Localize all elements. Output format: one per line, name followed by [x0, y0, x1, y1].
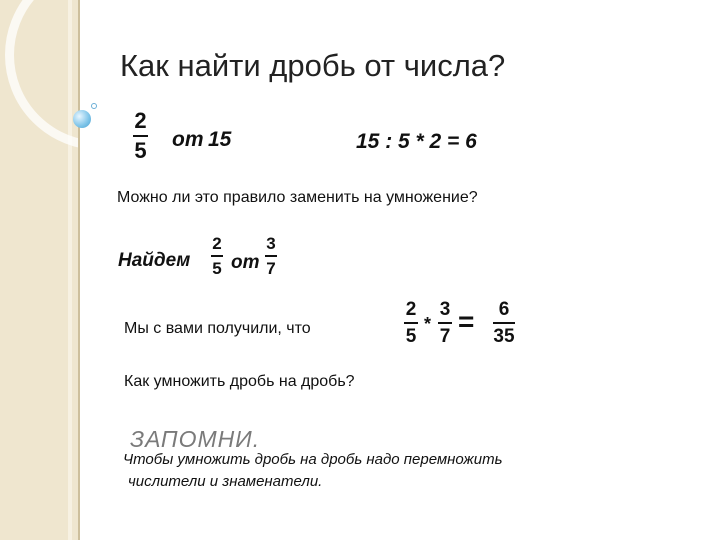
- fraction-denominator: 5: [212, 259, 222, 278]
- calculation: 15 : 5 * 2 = 6: [356, 130, 477, 153]
- fraction-result-a: [404, 300, 418, 346]
- fraction-two-fifths: [133, 110, 148, 162]
- fraction-denominator: 7: [439, 326, 451, 347]
- question-fraction-multiply: Как умножить дробь на дробь?: [124, 373, 355, 390]
- fraction-denominator: 5: [405, 326, 417, 347]
- fraction-numerator: 2: [212, 234, 222, 253]
- fraction-numerator: 2: [405, 299, 417, 320]
- fraction-two-fifths-2: [211, 235, 223, 277]
- sidebar-border: [78, 0, 80, 540]
- fraction-bar: [404, 322, 418, 324]
- rule-line-1: Чтобы умножить дробь на дробь надо перемножить: [123, 451, 503, 468]
- fraction-denominator: 35: [493, 326, 515, 347]
- number-fifteen: 15: [208, 128, 232, 151]
- fraction-bar: [438, 322, 452, 324]
- result-text: Мы с вами получили, что: [124, 320, 311, 337]
- fraction-three-sevenths: [265, 235, 277, 277]
- fraction-bar: [493, 322, 515, 324]
- rule-line-2: числители и знаменатели.: [128, 473, 323, 490]
- word-find: Найдем: [118, 250, 191, 271]
- word-ot-2: от: [231, 252, 260, 273]
- question-multiplication: Можно ли это правило заменить на умножение?: [117, 189, 478, 206]
- slide-title: Как найти дробь от числа?: [120, 48, 506, 83]
- decorative-small-bubble-icon: [91, 103, 97, 109]
- fraction-result-product: [493, 300, 515, 346]
- word-ot: от: [172, 128, 204, 151]
- fraction-numerator: 6: [498, 299, 510, 320]
- fraction-result-b: [438, 300, 452, 346]
- remember-heading: ЗАПОМНИ.: [130, 426, 261, 452]
- fraction-bar: [211, 255, 223, 257]
- fraction-numerator: 2: [134, 108, 147, 133]
- fraction-denominator: 7: [266, 259, 276, 278]
- equals-sign: =: [458, 306, 475, 337]
- fraction-denominator: 5: [134, 138, 147, 163]
- fraction-numerator: 3: [439, 299, 451, 320]
- decorative-bubble-icon: [73, 110, 91, 128]
- fraction-numerator: 3: [266, 234, 276, 253]
- multiply-sign: *: [424, 314, 432, 334]
- fraction-bar: [265, 255, 277, 257]
- fraction-bar: [133, 135, 148, 137]
